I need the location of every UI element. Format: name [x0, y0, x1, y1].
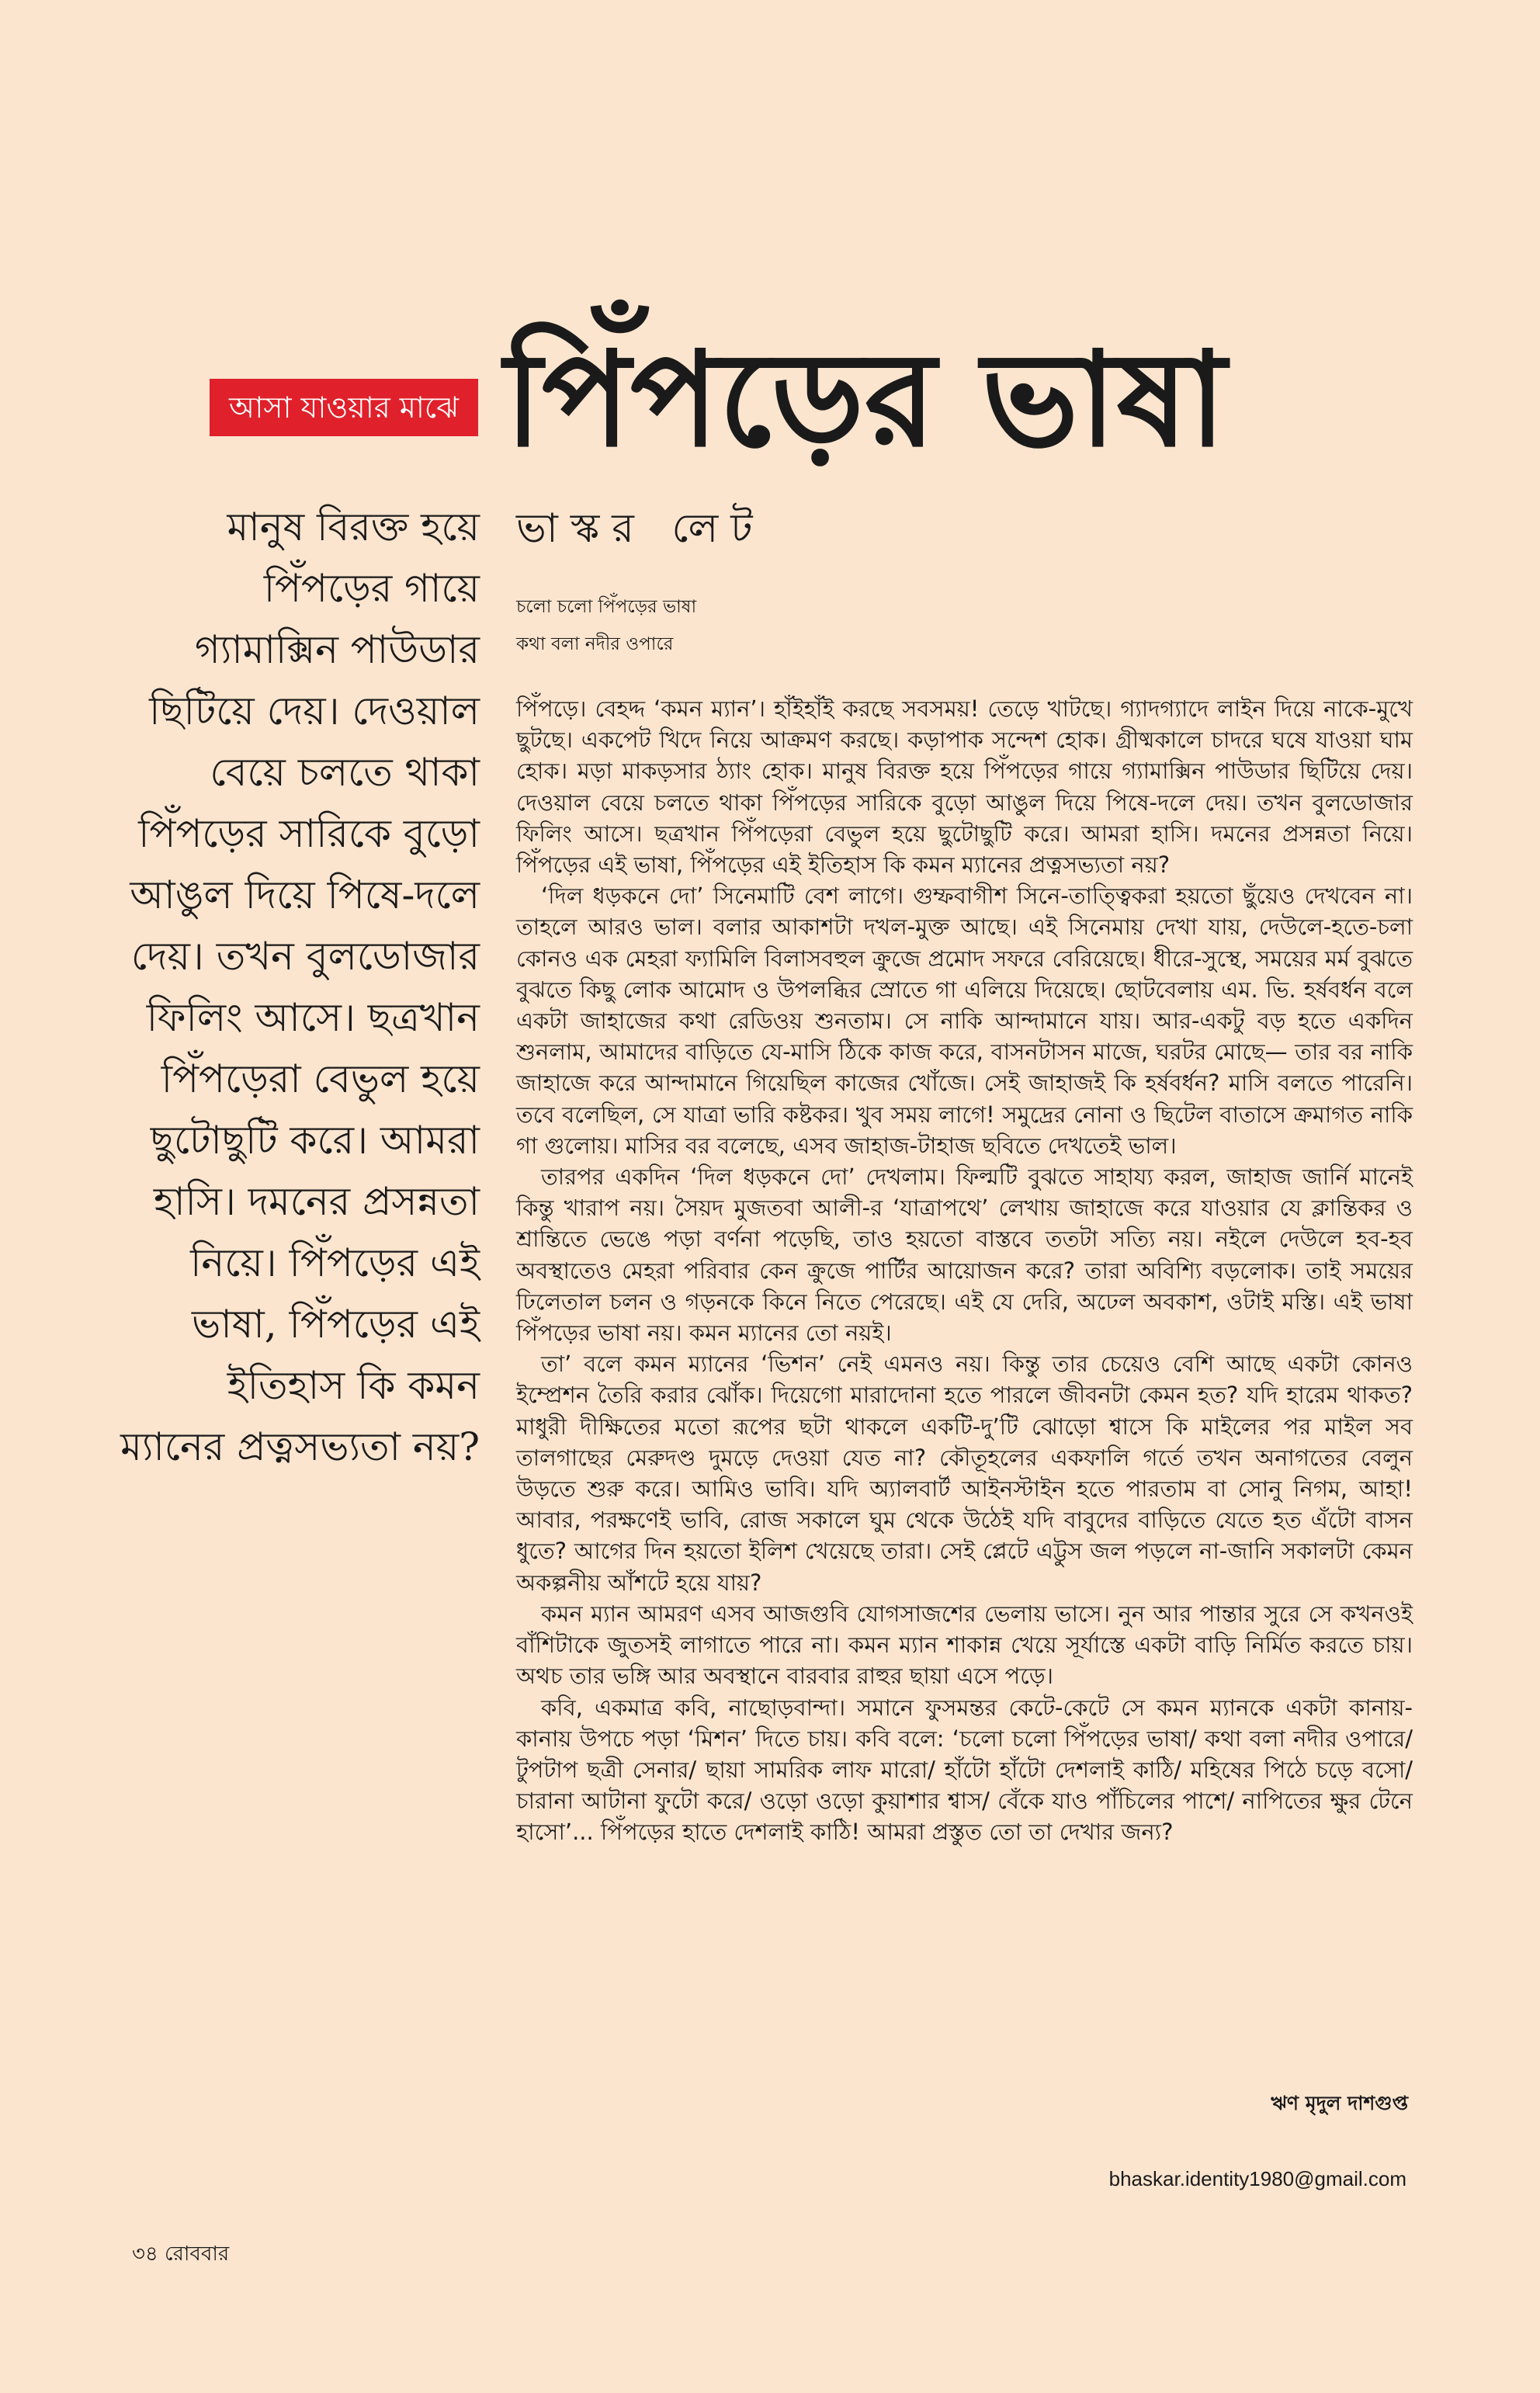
author-email[interactable]: bhaskar.identity1980@gmail.com	[1108, 2167, 1406, 2190]
epigraph	[516, 588, 982, 663]
section-tag: আসা যাওয়ার মাঝে	[210, 379, 478, 436]
credit-line: ঋণ মৃদুল দাশগুপ্ত	[1271, 2092, 1408, 2114]
epigraph-line: কথা বলা নদীর ওপারে	[516, 634, 674, 654]
paragraph: কমন ম্যান আমরণ এসব আজগুবি যোগসাজশের ভেলায় ভাসে। নুন আর পান্তার সুরে সে কখনওই বাঁশিটাকে জুতসই লাগাতে পারে না। কমন ম্যান শাকান্ন খেয়ে সূর্যাস্তে একটা বাড়ি নির্মিত করতে চায়। অথচ তার ভঙ্গি আর অবস্থানে বারবার রাহুর ছায়া এসে পড়ে।	[516, 1600, 1413, 1690]
paragraph: পিঁপড়ে। বেহদ্দ ‘কমন ম্যান’। হাঁইহাঁই করছে সবসময়! তেড়ে খাটছে। গ্যাদগ্যাদে লাইন দিয়ে নাকে-মুখে ছুটছে। একপেট খিদে নিয়ে আক্রমণ করছে। কড়াপাক সন্দেশ হোক। গ্রীষ্মকালে চাদরে ঘষে যাওয়া ঘাম হোক। মড়া মাকড়সার ঠ্যাং হোক। মানুষ বিরক্ত হয়ে পিঁপড়ের গায়ে গ্যামাক্সিন পাউডার ছিটিয়ে দেয়। দেওয়াল বেয়ে চলতে থাকা পিঁপড়ের সারিকে বুড়ো আঙুল দিয়ে পিষে-দলে দেয়। তখন বুলডোজার ফিলিং আসে। ছত্রখান পিঁপড়েরা বেভুল হয়ে ছুটোছুটি করে। আমরা হাসি। দমনের প্রসন্নতা নিয়ে। পিঁপড়ের এই ভাষা, পিঁপড়ের এই ইতিহাস কি কমন ম্যানের প্রত্নসভ্যতা নয়?	[516, 695, 1413, 879]
pull-quote: মানুষ বিরক্ত হয়ে পিঁপড়ের গায়ে গ্যামাক্সিন পাউডার ছিটিয়ে দেয়। দেওয়াল বেয়ে চলতে থাকা পিঁপড়ের সারিকে বুড়ো আঙুল দিয়ে পিষে-দলে দেয়। তখন বুলডোজার ফিলিং আসে। ছত্রখান পিঁপড়েরা বেভুল হয়ে ছুটোছুটি করে। আমরা হাসি। দমনের প্রসন্নতা নিয়ে। পিঁপড়ের এই ভাষা, পিঁপড়ের এই ইতিহাস কি কমন ম্যানের প্রত্নসভ্যতা নয়?	[120, 505, 480, 1469]
paragraph: কবি, একমাত্র কবি, নাছোড়বান্দা। সমানে ফুসমন্তর কেটে-কেটে সে কমন ম্যানকে একটা কানায়-কানায় উপচে পড়া ‘মিশন’ দিতে চায়। কবি বলে: ‘চলো চলো পিঁপড়ের ভাষা/ কথা বলা নদীর ওপারে/ টুপটাপ ছত্রী সেনার/ ছায়া সামরিক লাফ মারো/ হাঁটো হাঁটো দেশলাই কাঠি/ মহিষের পিঠে চড়ে বসো/ চারানা আটানা ফুটো করে/ ওড়ো ওড়ো কুয়াশার শ্বাস/ বেঁকে যাও পাঁচিলের পাশে/ নাপিতের ক্ষুর টেনে হাসো’... পিঁপড়ের হাতে দেশলাই কাঠি! আমরা প্রস্তুত তো তা দেখার জন্য?	[516, 1694, 1413, 1846]
paragraph: তা’ বলে কমন ম্যানের ‘ভিশন’ নেই এমনও নয়। কিন্তু তার চেয়েও বেশি আছে একটা কোনও ইম্প্রেশন তৈরি করার ঝোঁক। দিয়েগো মারাদোনা হতে পারলে জীবনটা কেমন হত? যদি হারেম থাকত? মাধুরী দীক্ষিতের মতো রূপের ছটা থাকলে একটি-দু’টি ঝোড়ো শ্বাসে কি মাইলের পর মাইল সব তালগাছের মেরুদণ্ড দুমড়ে দেওয়া যেত না? কৌতূহলের একফালি গর্তে তখন অনাগতের বেলুন উড়তে শুরু করে। আমিও ভাবি। যদি অ্যালবার্ট আইনস্টাইন হতে পারতাম বা সোনু নিগম, আহা! আবার, পরক্ষণেই ভাবি, রোজ সকালে ঘুম থেকে উঠেই যদি বাবুদের বাড়িতে যেতে হত এঁটো বাসন ধুতে? আগের দিন হয়তো ইলিশ খেয়েছে তারা। সেই প্লেটে এট্টুস জল পড়লে না-জানি সকালটা কেমন অকল্পনীয় আঁশটে হয়ে যায়?	[516, 1351, 1413, 1596]
article-title: পিঁপড়ের ভাষা	[505, 324, 1226, 476]
author-byline: ভাস্কর লেট	[516, 505, 765, 552]
epigraph-line: চলো চলো পিঁপড়ের ভাষা	[516, 597, 697, 617]
article-body	[516, 693, 1413, 1848]
page-footer: ৩৪ রোববার	[132, 2242, 230, 2266]
paragraph: তারপর একদিন ‘দিল ধড়কনে দো’ দেখলাম। ফিল্মটি বুঝতে সাহায্য করল, জাহাজ জার্নি মানেই কিন্তু খারাপ নয়। সৈয়দ মুজতবা আলী-র ‘যাত্রাপথে’ লেখায় জাহাজে করে যাওয়ার যে ক্লান্তিকর ও শ্রান্তিতে ভেঙে পড়া বর্ণনা পড়েছি, তাও হয়তো বাস্তবে ততটা সত্যি নয়। নইলে দেউলে হব-হব অবস্থাতেও মেহরা পরিবার কেন ক্রুজে পার্টির আয়োজন করে? তারা অবিশ্যি বড়লোক। তাই সময়ের ঢিলেতাল চলন ও গড়নকে কিনে নিতে পেরেছে। এই যে দেরি, অঢেল অবকাশ, ওটাই মস্তি। এই ভাষা পিঁপড়ের ভাষা নয়। কমন ম্যানের তো নয়ই।	[516, 1164, 1413, 1347]
paragraph: ‘দিল ধড়কনে দো’ সিনেমাটি বেশ লাগে। গুম্ফবাগীশ সিনে-তাত্ত্বিকরা হয়তো ছুঁয়েও দেখবেন না। তাহলে আরও ভাল। বলার আকাশটা দখল-মুক্ত আছে। এই সিনেমায় দেখা যায়, দেউলে-হতে-চলা কোনও এক মেহরা ফ্যামিলি বিলাসবহুল ক্রুজে প্রমোদ সফরে বেরিয়েছে। ধীরে-সুস্থে, সময়ের মর্ম বুঝতে বুঝতে কিছু লোক আমোদ ও উপলব্ধির স্রোতে গা এলিয়ে দিয়েছে। ছোটবেলায় এম. ভি. হর্ষবর্ধন বলে একটা জাহাজের কথা রেডিওয় শুনতাম। সে নাকি আন্দামানে যায়। আর-একটু বড় হতে একদিন শুনলাম, আমাদের বাড়িতে যে-মাসি ঠিকে কাজ করে, বাসনটাসন মাজে, ঘরটর মোছে— তার বর নাকি জাহাজে করে আন্দামানে গিয়েছিল কাজের খোঁজে। সেই জাহাজই কি হর্ষবর্ধন? মাসি বলতে পারেনি। তবে বলেছিল, সে যাত্রা ভারি কষ্টকর। খুব সময় লাগে! সমুদ্রের নোনা ও ছিটেল বাতাসে ক্রমাগত নাকি গা গুলোয়। মাসির বর বলেছে, এসব জাহাজ-টাহাজ ছবিতে দেখতেই ভাল।	[516, 883, 1413, 1159]
